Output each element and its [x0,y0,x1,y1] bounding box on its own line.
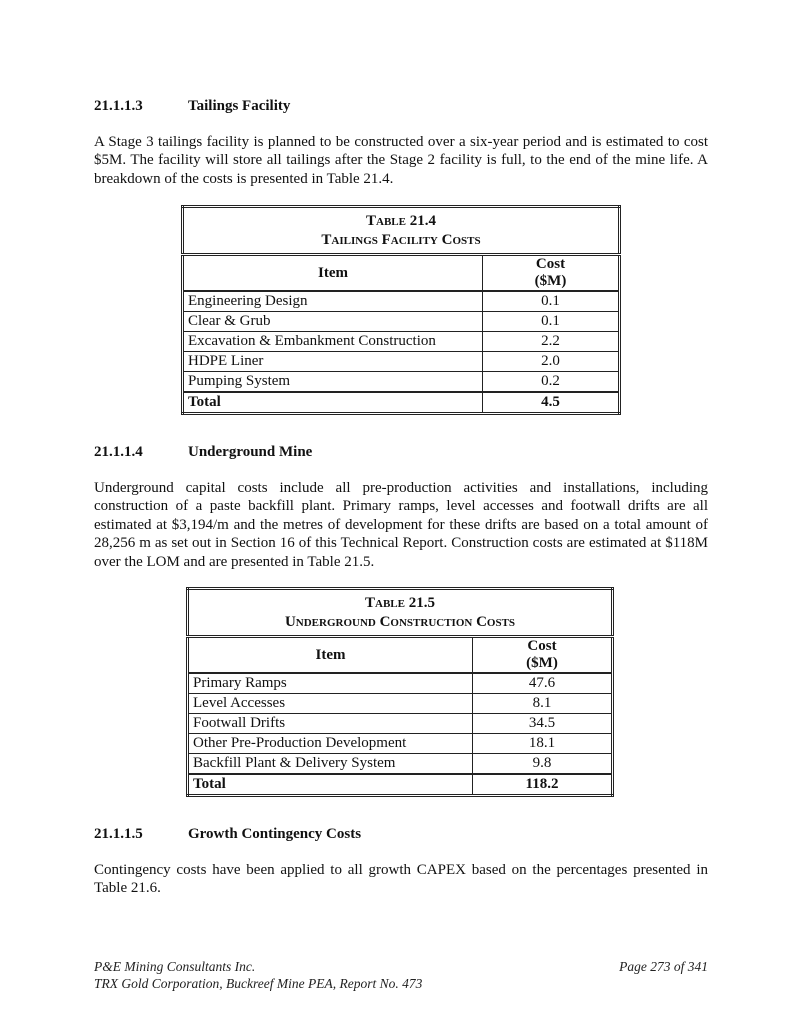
section-title: Underground Mine [188,444,313,460]
row-cost: 8.1 [473,694,613,714]
table-row [183,291,620,312]
total-value: 118.2 [473,774,613,796]
table-row [183,332,620,352]
row-item: Other Pre-Production Development [188,734,473,754]
column-header-item: Item [183,255,483,292]
total-label: Total [183,392,483,414]
row-cost: 18.1 [473,734,613,754]
section-heading-tailings-facility [94,97,290,115]
row-item: Footwall Drifts [188,714,473,734]
row-item: Pumping System [183,372,483,393]
row-cost: 0.1 [483,291,620,312]
column-header-item: Item [188,637,473,674]
row-item: Backfill Plant & Delivery System [188,754,473,775]
table-row [188,694,613,714]
row-cost: 2.2 [483,332,620,352]
table-number: Table 21.5 [365,595,435,611]
table-total-row [183,392,620,414]
section-title: Tailings Facility [188,98,291,114]
table-number: Table 21.4 [366,213,436,229]
section-heading-underground-mine [94,443,312,461]
paragraph-tailings-facility: A Stage 3 tailings facility is planned to be constructed over a six-year period and is estimated to cost $5M. The facility will store all tailings after the Stage 2 facility is full, to the end of the mine life. A breakdown of the costs is presented in Table 21.4. [94,134,708,187]
column-header-cost-line1: Cost [527,638,557,654]
section-number: 21.1.1.3 [94,98,143,114]
table-title: Tailings Facility Costs [321,232,481,248]
table-row [188,673,613,694]
row-item: Primary Ramps [188,673,473,694]
total-label: Total [188,774,473,796]
paragraph-growth-contingency: Contingency costs have been applied to all growth CAPEX based on the percentages presented in Table 21.6. [94,862,708,897]
table-row [188,754,613,775]
table-row [188,734,613,754]
total-value: 4.5 [483,392,620,414]
footer-left [94,958,422,992]
row-item: Engineering Design [183,291,483,312]
table-caption [188,589,613,637]
footer-company: P&E Mining Consultants Inc. [94,959,256,974]
column-header-cost [473,637,613,674]
table-total-row [188,774,613,796]
column-header-cost-line1: Cost [535,256,566,272]
table-underground-construction-costs [186,587,614,797]
section-title: Growth Contingency Costs [188,826,362,842]
table-row [183,352,620,372]
section-number: 21.1.1.4 [94,444,143,460]
row-cost: 47.6 [473,673,613,694]
row-item: Excavation & Embankment Construction [183,332,483,352]
row-item: Level Accesses [188,694,473,714]
section-number: 21.1.1.5 [94,826,143,842]
column-header-cost-line2: ($M) [534,273,567,289]
row-item: Clear & Grub [183,312,483,332]
table-row [183,312,620,332]
row-cost: 34.5 [473,714,613,734]
table-caption [183,207,620,255]
row-cost: 2.0 [483,352,620,372]
row-item: HDPE Liner [183,352,483,372]
column-header-cost [483,255,620,292]
footer-page-number: Page 273 of 341 [619,959,708,974]
table-title: Underground Construction Costs [284,614,516,630]
paragraph-underground-mine: Underground capital costs include all pre-production activities and installations, including construction of a paste backfill plant. Primary ramps, level accesses and footwall drifts are all estimated at $3,194/m and the metres of development for these drifts are based on a total amount of 28,256 m as set out in Section 16 of this Technical Report. Construction costs are estimated at $118M over the LOM and are presented in Table 21.5. [94,480,708,570]
row-cost: 0.1 [483,312,620,332]
column-header-cost-line2: ($M) [526,655,558,671]
footer-report: TRX Gold Corporation, Buckreef Mine PEA, Report No. 473 [94,976,423,991]
section-heading-growth-contingency [94,825,361,843]
row-cost: 9.8 [473,754,613,775]
table-row [188,714,613,734]
table-tailings-facility-costs [181,205,621,415]
row-cost: 0.2 [483,372,620,393]
table-row [183,372,620,393]
